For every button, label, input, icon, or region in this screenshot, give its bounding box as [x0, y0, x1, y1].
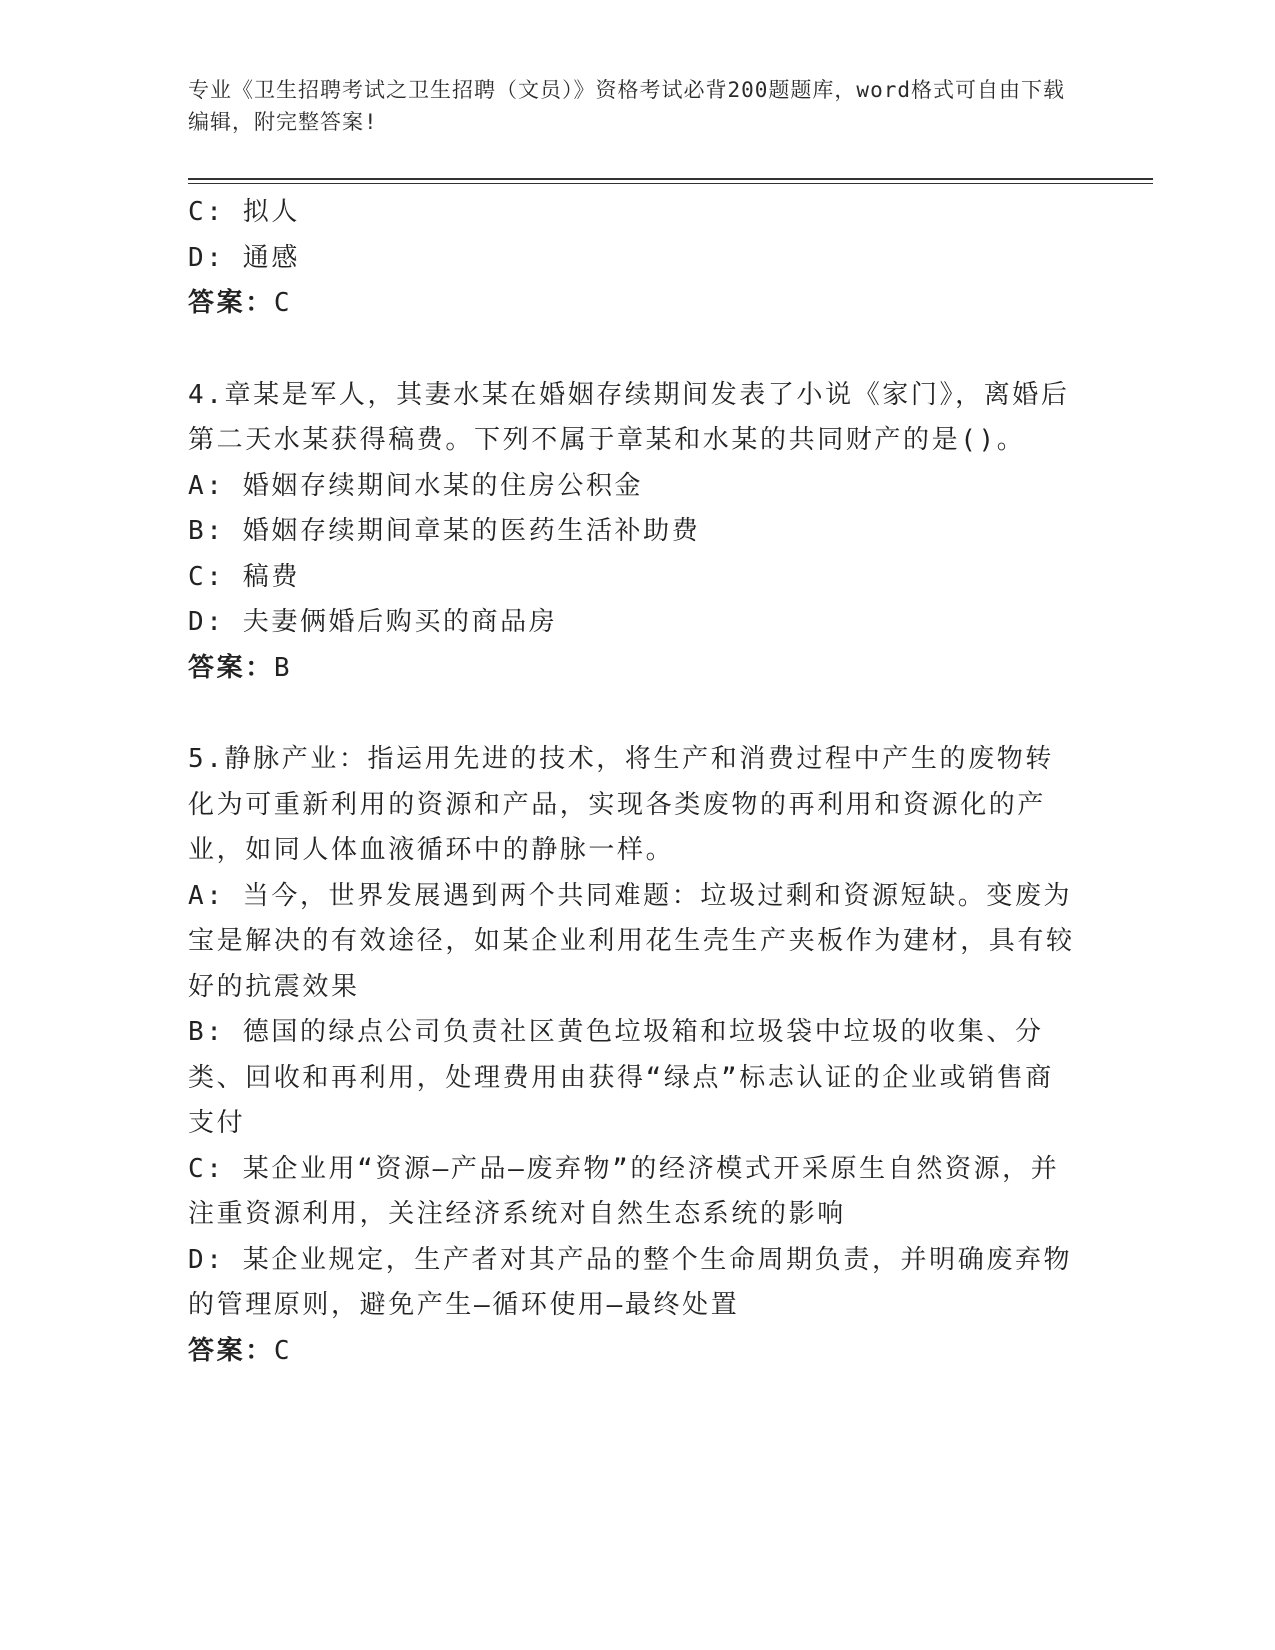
q5-answer-label: 答案： — [188, 1335, 274, 1366]
q4-option-a: A: 婚姻存续期间水某的住房公积金 — [188, 470, 644, 501]
q4-stem: 4.章某是军人，其妻水某在婚姻存续期间发表了小说《家门》，离婚后第二天水某获得稿费。下列不属于章某和水某的共同财产的是()。 — [188, 379, 1070, 455]
q4-option-b: B: 婚姻存续期间章某的医药生活补助费 — [188, 516, 701, 546]
q4-option-d: D: 夫妻俩婚后购买的商品房 — [188, 607, 558, 637]
q4-option-c: C: 稿费 — [188, 561, 300, 592]
q5-answer — [188, 1329, 1078, 1375]
question-3-tail — [188, 190, 1078, 327]
question-content — [188, 190, 1078, 1374]
q4-answer-value: B — [273, 652, 293, 683]
page-header: 专业《卫生招聘考试之卫生招聘（文员）》资格考试必背200题题库，word格式可自由下载编辑，附完整答案! — [188, 78, 1065, 134]
q3-answer-value: C — [273, 288, 293, 318]
q5-option-a: A: 当今，世界发展遇到两个共同难题：垃圾过剩和资源短缺。变废为宝是解决的有效途径，如某企业利用花生壳生产夹板作为建材，具有较好的抗震效果 — [188, 880, 1075, 1002]
question-5 — [188, 737, 1078, 1374]
q5-option-d: D: 某企业规定，生产者对其产品的整个生命周期负责，并明确废弃物的管理原则，避免产生—循环使用—最终处置 — [188, 1244, 1073, 1320]
q3-answer — [188, 281, 1078, 327]
header-divider-thick — [188, 178, 1153, 180]
q3-answer-label: 答案： — [188, 288, 274, 318]
q4-answer-label: 答案： — [188, 652, 274, 683]
q4-answer — [188, 646, 1078, 692]
spacer — [188, 327, 1078, 373]
q5-option-c: C: 某企业用“资源—产品—废弃物”的经济模式开采原生自然资源，并注重资源利用，关注经济系统对自然生态系统的影响 — [188, 1153, 1060, 1229]
q3-option-c: C: 拟人 — [188, 197, 300, 227]
spacer — [188, 691, 1078, 737]
question-4 — [188, 373, 1078, 692]
header-divider-thin — [188, 183, 1153, 184]
q3-option-d: D: 通感 — [188, 242, 300, 273]
q5-stem: 5.静脉产业：指运用先进的技术，将生产和消费过程中产生的废物转化为可重新利用的资源和产品，实现各类废物的再利用和资源化的产业，如同人体血液循环中的静脉一样。 — [188, 744, 1054, 865]
q5-answer-value: C — [273, 1335, 293, 1366]
q5-option-b: B: 德国的绿点公司负责社区黄色垃圾箱和垃圾袋中垃圾的收集、分类、回收和再利用，处理费用由获得“绿点”标志认证的企业或销售商支付 — [188, 1017, 1054, 1138]
